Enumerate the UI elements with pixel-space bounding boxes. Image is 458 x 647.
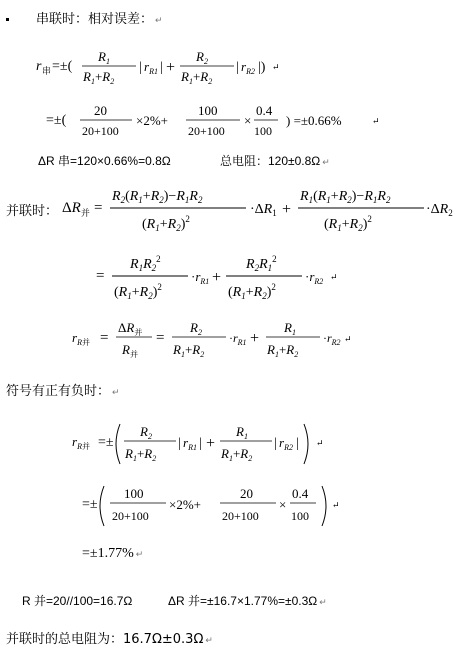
series-heading-text: 串联时：相对误差：	[36, 12, 154, 27]
sign-numeric-svg	[82, 480, 372, 530]
den-r2: $R_1+R_2$	[173, 342, 205, 359]
times-sign: ×	[244, 113, 252, 128]
series-delta-line	[38, 152, 171, 169]
abs-s1: |	[178, 436, 181, 451]
num-100: 100	[198, 103, 218, 118]
plus-1: +	[166, 59, 176, 76]
paragraph-mark: ↵	[322, 157, 330, 167]
r-rp: $r_R$并	[72, 330, 90, 347]
num-04: 0.4	[256, 103, 273, 118]
num-04b: 0.4	[292, 486, 309, 501]
r-rp2: $r_R$并	[72, 434, 90, 451]
final-total-line	[6, 628, 213, 647]
paragraph-mark: ↵	[330, 272, 338, 282]
den-s2: $R_1+R_2$	[221, 446, 253, 463]
parallel-expanded-svg	[96, 246, 396, 306]
paragraph-mark: ↵	[155, 15, 163, 25]
eq-sign: =±(	[52, 59, 73, 74]
parallel-delta-text: ΔR 并=±16.7×1.77%=±0.3Ω	[168, 594, 318, 608]
paragraph-mark: ↵	[344, 334, 352, 344]
eq-1: =	[94, 200, 103, 216]
paragraph-mark: ↵	[205, 635, 213, 645]
sign-numeric-formula	[82, 480, 372, 524]
parallel-relative-formula	[72, 314, 372, 358]
sign-heading	[6, 380, 120, 399]
eq-open: =±(	[46, 113, 67, 128]
num-100b: 100	[124, 486, 144, 501]
times-2pct-b: ×2%+	[169, 497, 201, 512]
parallel-heading-text: 并联时：	[6, 204, 59, 219]
dot-delta-r2: $\cdot\Delta R_2$	[426, 202, 453, 218]
paren-close-2	[322, 486, 326, 526]
paren-open-2	[100, 486, 104, 526]
paragraph-mark: ↵	[332, 500, 340, 510]
abs-close-1: |	[160, 60, 163, 75]
result-177: =±1.77%	[82, 546, 134, 561]
series-relative-error-formula	[36, 44, 296, 88]
num-s2: $R_1$	[236, 424, 248, 441]
eq-3: =	[100, 330, 109, 346]
frac-den-1: $R_1+R_2$	[83, 69, 115, 86]
den-p1: $(R_1+R_2)^2$	[142, 214, 190, 233]
times-2pct: ×2%+	[136, 113, 168, 128]
paragraph-mark: ↵	[272, 62, 280, 72]
parallel-heading	[6, 200, 58, 219]
r-symbol: r	[36, 59, 42, 74]
frac-num-r2: $R_2$	[196, 49, 208, 66]
paren-open	[116, 424, 120, 464]
sign-heading-text: 符号有正有负时：	[6, 384, 111, 399]
times-b: ×	[279, 497, 287, 512]
plus-s: +	[206, 435, 216, 452]
series-numeric-formula	[46, 98, 426, 142]
r-r1: $r_{R1}$	[144, 59, 158, 76]
dot-delta-r1: $\cdot\Delta R_1$	[250, 202, 277, 218]
list-bullet	[6, 18, 9, 21]
sign-relative-formula	[72, 418, 332, 462]
series-numeric-svg	[46, 98, 426, 144]
paragraph-mark: ↵	[316, 438, 324, 448]
abs-s2b: |	[296, 436, 299, 451]
num-1: $R_2(R_1+R_2)-R_1R_2$	[112, 189, 203, 205]
den-n2: 20+100	[222, 509, 259, 523]
paren-close	[304, 424, 308, 464]
r-s1: $r_{R1}$	[183, 435, 197, 452]
parallel-delta-svg	[62, 178, 458, 238]
paragraph-mark: ↵	[112, 387, 120, 397]
abs-s2: |	[274, 436, 277, 451]
r-sub-series: 串	[42, 66, 52, 76]
sign-result-line	[82, 546, 143, 562]
parallel-delta-formula	[62, 178, 458, 233]
abs-open-2: |	[236, 60, 239, 75]
frac-num-r1: $R_1$	[98, 49, 110, 66]
num-20: 20	[94, 103, 107, 118]
parallel-relative-svg	[72, 314, 372, 362]
num-20b: 20	[240, 486, 253, 501]
eq-4: =	[156, 330, 165, 346]
eq-2: =	[96, 268, 105, 284]
series-total-line	[220, 152, 330, 169]
den-n1: 20+100	[112, 509, 149, 523]
dot-rr2: $\cdot r_{R2}$	[323, 331, 341, 347]
abs-open-1: |	[139, 60, 142, 75]
den-100: 100	[254, 124, 272, 138]
den-e1: $(R_1+R_2)^2$	[114, 282, 162, 301]
series-formula-svg	[36, 44, 296, 90]
num-r2: $R_2$	[190, 320, 202, 337]
abs-close-2: |)	[258, 60, 266, 75]
delta-r: $\Delta R_并$	[62, 200, 90, 219]
parallel-expanded-formula	[96, 246, 396, 301]
series-total-text: 总电阻：120±0.8Ω	[220, 154, 321, 168]
dot-rr1: $\cdot r_{R1}$	[229, 331, 247, 347]
result-066: ) =±0.66%	[286, 113, 342, 128]
den-20-100: 20+100	[82, 124, 119, 138]
frac-den-2: $R_1+R_2$	[181, 69, 213, 86]
paragraph-mark: ↵	[319, 597, 327, 607]
den-100b: 100	[291, 509, 309, 523]
num-rp: $\Delta R_并$	[118, 320, 143, 337]
plus-p: +	[282, 201, 292, 218]
num-e2: $R_2R_1^2$	[246, 254, 277, 273]
parallel-r-line	[22, 592, 132, 609]
r-s2: $r_{R2}$	[279, 435, 293, 452]
parallel-delta-line	[168, 592, 327, 609]
final-total-text: 并联时的总电阻为：16.7Ω±0.3Ω	[6, 632, 204, 647]
plus-e: +	[212, 269, 222, 286]
den-s1: $R_1+R_2$	[125, 446, 157, 463]
eq-pm2: =±	[82, 497, 98, 512]
paragraph-mark: ↵	[372, 116, 380, 126]
parallel-r-text: R 并=20//100=16.7Ω	[22, 594, 133, 608]
den-p2: $(R_1+R_2)^2$	[324, 214, 372, 233]
den-20-100-b: 20+100	[188, 124, 225, 138]
num-s1: $R_2$	[140, 424, 152, 441]
r-r2: $r_{R2}$	[241, 59, 255, 76]
abs-s1b: |	[199, 436, 202, 451]
dot-r-r1: $\cdot r_{R1}$	[191, 269, 210, 286]
series-heading	[36, 8, 163, 27]
sign-relative-svg	[72, 418, 332, 468]
num-2: $R_1(R_1+R_2)-R_1R_2$	[300, 189, 391, 205]
den-rp: $R_并$	[122, 342, 138, 359]
series-delta-text: ΔR 串=120×0.66%=0.8Ω	[38, 154, 171, 168]
plus-r: +	[250, 330, 260, 347]
paragraph-mark: ↵	[135, 549, 144, 559]
den-e2: $(R_1+R_2)^2$	[228, 282, 276, 301]
den-r3: $R_1+R_2$	[267, 342, 299, 359]
num-e1: $R_1R_2^2$	[130, 254, 161, 273]
dot-r-r2: $\cdot r_{R2}$	[305, 269, 324, 286]
eq-pm: =±	[98, 435, 114, 450]
num-r1: $R_1$	[284, 320, 296, 337]
